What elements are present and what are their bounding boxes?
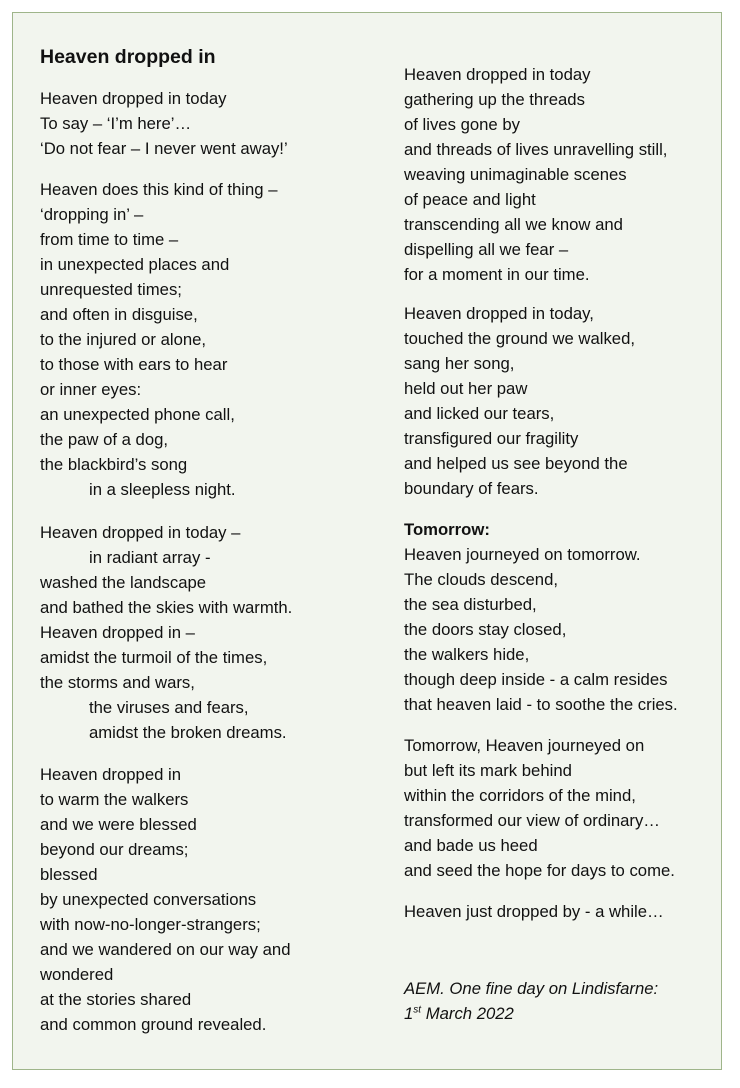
stanza	[40, 520, 292, 745]
poem-line: of peace and light	[404, 190, 536, 209]
poem-line: that heaven laid - to soothe the cries.	[404, 695, 678, 714]
poem-title: Heaven dropped in	[40, 46, 216, 68]
poem-line: with now-no-longer-strangers;	[40, 915, 261, 934]
signature-line: AEM. One fine day on Lindisfarne:	[404, 979, 659, 998]
poem-line: dispelling all we fear –	[404, 240, 569, 259]
stanza	[40, 762, 290, 1037]
poem-line: ‘dropping in’ –	[40, 205, 144, 224]
poem-line: Heaven dropped in today	[404, 65, 591, 84]
poem-line: unrequested times;	[40, 280, 182, 299]
poem-line: washed the landscape	[40, 573, 207, 592]
poem-line: boundary of fears.	[404, 479, 539, 498]
stanza	[40, 86, 288, 161]
poem-line: the walkers hide,	[404, 645, 530, 664]
poem-line: Heaven dropped in today –	[40, 523, 241, 542]
poem-line: in a sleepless night.	[89, 480, 236, 499]
poem-line: to the injured or alone,	[40, 330, 207, 349]
poem-line: in unexpected places and	[40, 255, 230, 274]
poem-line: or inner eyes:	[40, 380, 142, 399]
poem-line: for a moment in our time.	[404, 265, 590, 284]
poem-line: amidst the broken dreams.	[89, 723, 287, 742]
poem-line: to those with ears to hear	[40, 355, 228, 374]
poem-line: wondered	[40, 965, 114, 984]
poem-line: transformed our view of ordinary…	[404, 811, 660, 830]
poem-line: amidst the turmoil of the times,	[40, 648, 268, 667]
poem-line: Heaven dropped in today	[40, 89, 227, 108]
poem-line: and common ground revealed.	[40, 1015, 267, 1034]
poem-line: and we were blessed	[40, 815, 197, 834]
poem-line: but left its mark behind	[404, 761, 572, 780]
poem-line: and bade us heed	[404, 836, 538, 855]
stanza	[404, 733, 675, 883]
poem-line: by unexpected conversations	[40, 890, 257, 909]
poem-line: the sea disturbed,	[404, 595, 537, 614]
poem-card	[12, 12, 722, 1070]
poem-line: to warm the walkers	[40, 790, 189, 809]
poem-line: Heaven dropped in today,	[404, 304, 594, 323]
poem-line: To say – ‘I’m here’…	[40, 114, 192, 133]
stanza	[404, 62, 667, 287]
poem-line: the viruses and fears,	[89, 698, 249, 717]
poem-line: at the stories shared	[40, 990, 192, 1009]
poem-line: Heaven dropped in	[40, 765, 182, 784]
poem-line: The clouds descend,	[404, 570, 558, 589]
poem-line: and we wandered on our way and	[40, 940, 291, 959]
poem-line: Heaven journeyed on tomorrow.	[404, 545, 641, 564]
poem-line: Heaven dropped in –	[40, 623, 195, 642]
signature-month-year: March 2022	[421, 1004, 514, 1023]
poem-line: and often in disguise,	[40, 305, 198, 324]
poem-line: an unexpected phone call,	[40, 405, 235, 424]
poem-line: Tomorrow, Heaven journeyed on	[404, 736, 645, 755]
poem-line: Heaven does this kind of thing –	[40, 180, 278, 199]
poem-line: touched the ground we walked,	[404, 329, 636, 348]
poem-line: the paw of a dog,	[40, 430, 169, 449]
stanza	[404, 899, 664, 924]
signature	[404, 976, 658, 1026]
stanza	[404, 301, 635, 501]
poem-line: transcending all we know and	[404, 215, 623, 234]
stanza-heading: Tomorrow:	[404, 520, 490, 539]
poem-line: ‘Do not fear – I never went away!’	[40, 139, 288, 158]
signature-day: 1	[404, 1004, 414, 1023]
poem-line: held out her paw	[404, 379, 528, 398]
poem-line: from time to time –	[40, 230, 179, 249]
poem-line: within the corridors of the mind,	[404, 786, 636, 805]
poem-line: sang her song,	[404, 354, 515, 373]
poem-line: though deep inside - a calm resides	[404, 670, 668, 689]
stanza	[40, 177, 278, 502]
poem-line: gathering up the threads	[404, 90, 585, 109]
signature-date	[404, 1001, 658, 1026]
poem-line: the storms and wars,	[40, 673, 195, 692]
poem-line: weaving unimaginable scenes	[404, 165, 627, 184]
poem-line: and threads of lives unravelling still,	[404, 140, 668, 159]
poem-line: and seed the hope for days to come.	[404, 861, 675, 880]
poem-line: Heaven just dropped by - a while…	[404, 902, 664, 921]
poem-line: in radiant array -	[89, 548, 211, 567]
poem-line: the doors stay closed,	[404, 620, 567, 639]
poem-line: and licked our tears,	[404, 404, 555, 423]
poem-line: and helped us see beyond the	[404, 454, 628, 473]
poem-line: blessed	[40, 865, 98, 884]
poem-line: of lives gone by	[404, 115, 520, 134]
poem-line: beyond our dreams;	[40, 840, 189, 859]
poem-line: the blackbird’s song	[40, 455, 188, 474]
poem-line: and bathed the skies with warmth.	[40, 598, 293, 617]
stanza	[404, 517, 678, 717]
poem-line: transfigured our fragility	[404, 429, 579, 448]
signature-day-suffix: st	[413, 1004, 422, 1016]
